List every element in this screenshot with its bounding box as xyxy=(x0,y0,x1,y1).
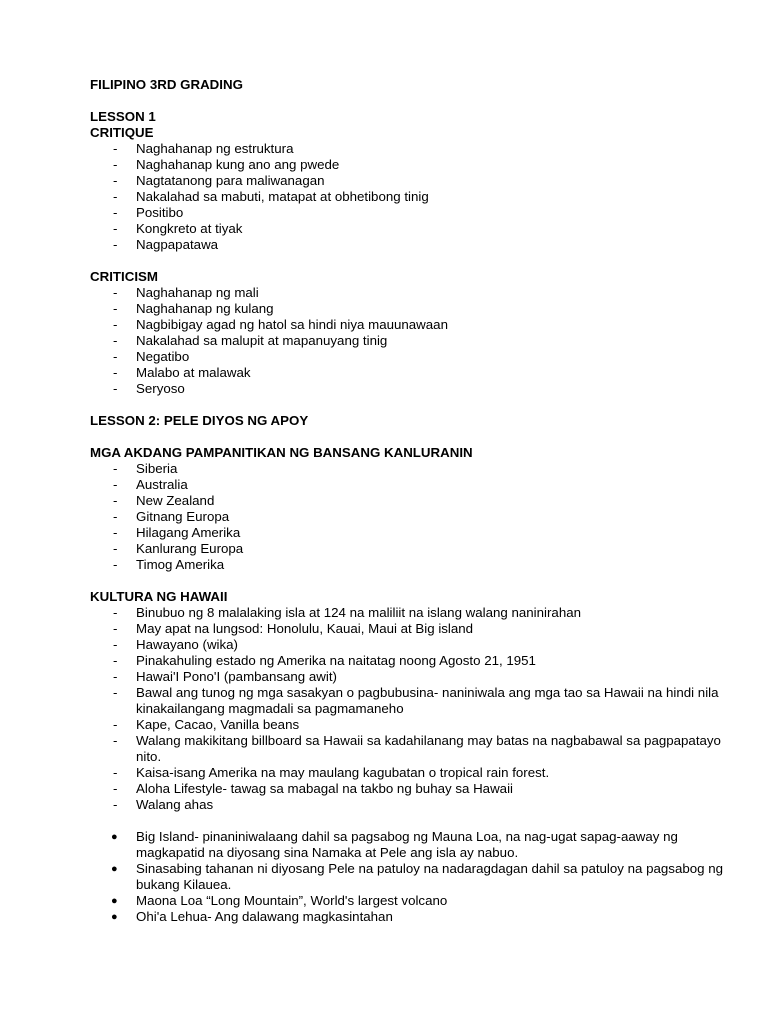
list-item: - Naghahanap ng mali xyxy=(90,285,736,301)
list-item: - Negatibo xyxy=(90,349,736,365)
criticism-heading: CRITICISM xyxy=(90,269,158,284)
critique-heading: CRITIQUE xyxy=(90,125,154,140)
critique-list xyxy=(90,141,768,253)
list-item: - Walang ahas xyxy=(90,797,736,813)
criticism-list xyxy=(90,285,768,397)
list-item: - Kaisa-isang Amerika na may maulang kagubatan o tropical rain forest. xyxy=(90,765,736,781)
kultura-heading: KULTURA NG HAWAII xyxy=(90,589,228,604)
list-item: - Bawal ang tunog ng mga sasakyan o pagbubusina- naniniwala ang mga tao sa Hawaii na hindi nila kinakailangang magmadali sa pagmamaneho xyxy=(90,685,736,717)
list-item: - Naghahanap ng estruktura xyxy=(90,141,736,157)
bullet-item: ● Big Island- pinaniniwalaang dahil sa pagsabog ng Mauna Loa, na nag-ugat sapag-aaway ng magkapatid na diyosang sina Namaka at Pele ang isla ay nabuo. xyxy=(90,829,736,861)
list-item: - Hawayano (wika) xyxy=(90,637,736,653)
document-title: FILIPINO 3RD GRADING xyxy=(90,77,243,92)
list-item: - May apat na lungsod: Honolulu, Kauai, Maui at Big island xyxy=(90,621,736,637)
list-item: - Nagpapatawa xyxy=(90,237,736,253)
list-item: - Timog Amerika xyxy=(90,557,736,573)
bullet-item: ● Sinasabing tahanan ni diyosang Pele na patuloy na nadaragdagan dahil sa patuloy na pagsabog ng bukang Kilauea. xyxy=(90,861,736,893)
list-item: - Kongkreto at tiyak xyxy=(90,221,736,237)
list-item: - New Zealand xyxy=(90,493,736,509)
bullet-item: ● Maona Loa “Long Mountain”, World's largest volcano xyxy=(90,893,736,909)
list-item: - Naghahanap ng kulang xyxy=(90,301,736,317)
list-item: - Aloha Lifestyle- tawag sa mabagal na takbo ng buhay sa Hawaii xyxy=(90,781,736,797)
list-item: - Nakalahad sa mabuti, matapat at obhetibong tinig xyxy=(90,189,736,205)
list-item: - Gitnang Europa xyxy=(90,509,736,525)
list-item: - Nagtatanong para maliwanagan xyxy=(90,173,736,189)
list-item: - Siberia xyxy=(90,461,736,477)
list-item: - Malabo at malawak xyxy=(90,365,736,381)
list-item: - Australia xyxy=(90,477,736,493)
list-item: - Kanlurang Europa xyxy=(90,541,736,557)
hawaii-bullet-list xyxy=(90,829,768,925)
list-item: - Hilagang Amerika xyxy=(90,525,736,541)
list-item: - Kape, Cacao, Vanilla beans xyxy=(90,717,736,733)
akda-list xyxy=(90,461,768,573)
list-item: - Walang makikitang billboard sa Hawaii sa kadahilanang may batas na nagbabawal sa pagpapatayo nito. xyxy=(90,733,736,765)
lesson1-heading: LESSON 1 xyxy=(90,109,156,124)
list-item: - Positibo xyxy=(90,205,736,221)
list-item: - Seryoso xyxy=(90,381,736,397)
lesson2-heading: LESSON 2: PELE DIYOS NG APOY xyxy=(90,413,309,428)
list-item: - Pinakahuling estado ng Amerika na naitatag noong Agosto 21, 1951 xyxy=(90,653,736,669)
list-item: - Hawai'I Pono'I (pambansang awit) xyxy=(90,669,736,685)
akda-heading: MGA AKDANG PAMPANITIKAN NG BANSANG KANLURANIN xyxy=(90,445,473,460)
list-item: - Naghahanap kung ano ang pwede xyxy=(90,157,736,173)
list-item: - Nakalahad sa malupit at mapanuyang tinig xyxy=(90,333,736,349)
list-item: - Binubuo ng 8 malalaking isla at 124 na maliliit na islang walang naninirahan xyxy=(90,605,736,621)
list-item: - Nagbibigay agad ng hatol sa hindi niya mauunawaan xyxy=(90,317,736,333)
kultura-list xyxy=(90,605,768,813)
bullet-item: ● Ohi'a Lehua- Ang dalawang magkasintahan xyxy=(90,909,736,925)
